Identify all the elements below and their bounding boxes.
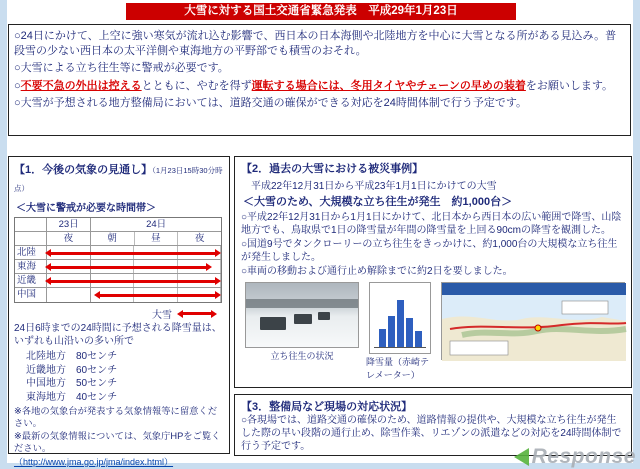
vehicle-shape — [318, 312, 330, 320]
bullet-marker: ○ — [14, 97, 21, 110]
chart-bar — [388, 316, 395, 347]
weather-note-1: ※各地の気象台が発表する気象情報等に留意ください。 — [14, 406, 218, 428]
chart-region-row — [15, 246, 221, 260]
summary-bullet-1 — [14, 29, 625, 58]
photo-treeline — [246, 299, 358, 308]
snowfall-amount-list — [14, 350, 224, 404]
box2-bullet-2 — [241, 238, 625, 264]
chart-region-row — [15, 260, 221, 274]
chart-bar — [379, 329, 386, 347]
chart-bar — [406, 318, 413, 347]
box2-title: 【2．過去の大雪における被災事例】 — [241, 163, 424, 175]
chart-caption: 降雪量（赤崎テレメーター） — [366, 357, 430, 380]
response-logo — [514, 445, 636, 469]
legend-label: 大雪 — [152, 310, 172, 321]
time-header: 夜 — [194, 233, 205, 244]
chart-legend — [14, 306, 212, 319]
vehicle-shape — [260, 317, 286, 330]
warning-arrow — [50, 252, 215, 255]
summary-text-4: をお願いします。 — [525, 79, 614, 92]
summary-bullet-2 — [14, 61, 625, 76]
bullet-marker: ○ — [241, 266, 248, 277]
chart-time-header-row — [15, 232, 221, 246]
snowfall-amount: 中国地方 50センチ — [26, 378, 118, 389]
stranded-photo-figure — [245, 282, 359, 362]
response-logo-text: Response — [531, 445, 636, 468]
bullet-marker: ○ — [14, 62, 21, 75]
chart-region-row — [15, 274, 221, 288]
summary-text-1: 24日にかけて、上空に強い寒気が流れ込む影響で、西日本の日本海側や北陸地方を中心に大雪となる所がある見込み。普段雪の少ない西日本の太平洋側や東海地方の平野部でも積雪のおそれ。 — [14, 30, 617, 57]
warning-arrow — [99, 294, 216, 297]
map-graphic — [442, 283, 626, 361]
chart-region-row — [15, 288, 221, 302]
summary-text-3: とともに、やむを得ず — [141, 79, 252, 92]
route-map-image — [441, 282, 625, 360]
box2-bullet-1 — [241, 211, 625, 237]
chart-bar — [397, 300, 404, 347]
day-header-23: 23日 — [47, 218, 91, 231]
jma-link[interactable]: （http://www.jma.go.jp/jma/index.html） — [14, 457, 174, 467]
chart-corner — [15, 218, 47, 231]
vehicle-shape — [294, 314, 312, 324]
snowfall-intro: 24日6時までの24時間に予想される降雪量は、いずれも山沿いの多い所で — [14, 323, 222, 347]
snowfall-amount: 北陸地方 80センチ — [26, 351, 118, 362]
slide — [7, 0, 633, 467]
day-header-24: 24日 — [146, 219, 167, 230]
box1-title: 【1．今後の気象の見通し】 — [14, 164, 153, 176]
box1-title-row — [14, 160, 224, 196]
snowfall-amount: 近畿地方 60センチ — [26, 364, 118, 376]
warning-time-chart — [14, 217, 222, 303]
chart-day-header-row — [15, 218, 221, 232]
snowfall-amount: 東海地方 40センチ — [26, 391, 118, 403]
time-header: 昼 — [135, 232, 179, 245]
warning-arrow — [50, 280, 215, 283]
route-map-figure — [441, 282, 625, 360]
summary-bullet-4 — [14, 96, 625, 111]
response-logo-swoosh-icon — [514, 448, 529, 466]
box2-highlight: ＜大雪のため、大規模な立ち往生が発生 約1,000台＞ — [243, 196, 513, 208]
bullet-marker: ○ — [241, 212, 248, 223]
summary-box — [8, 24, 631, 136]
warning-arrow — [50, 266, 207, 269]
time-header: 夜 — [47, 232, 91, 245]
chart-bar — [415, 331, 422, 347]
box2-text-1: 平成22年12月31日から1月1日にかけて、北日本から西日本の広い範囲で降雪、山陰地方でも、鳥取県で1日の降雪量が年間の降雪量を上回る90cmの降雪を観測した。 — [241, 212, 622, 236]
bullet-marker: ○ — [14, 79, 21, 92]
bullet-marker: ○ — [14, 30, 21, 42]
chart-corner — [15, 232, 47, 245]
summary-bullet-3 — [14, 79, 625, 94]
box2-bullet-3 — [241, 265, 625, 278]
box2-text-2: 国道9号でタンクローリーの立ち往生をきっかけに、約1,000台の大規模な立ち往生が発生しました。 — [241, 239, 618, 263]
snowfall-bar-chart — [369, 282, 431, 354]
weather-note-2: ※最新の気象情報については、気象庁HPをご覧ください。 — [14, 431, 221, 453]
box2-subtitle: 平成22年12月31日から平成23年1月1日にかけての大雪 — [251, 181, 497, 192]
header-banner — [126, 3, 516, 20]
weather-outlook-box — [8, 156, 230, 467]
summary-text-5: 大雪が予想される地方整備局においては、道路交通の確保ができる対応を24時間体制で行う予定です。 — [20, 97, 528, 110]
summary-warning-2: 運転する場合には、冬用タイヤやチェーンの早めの装着 — [251, 79, 526, 92]
photo-caption: 立ち往生の状況 — [270, 351, 334, 361]
page-title: 大雪に対する国土交通省緊急発表 平成29年1月23日 — [184, 5, 458, 17]
chart-axis — [374, 347, 426, 348]
stranded-vehicles-photo — [245, 282, 359, 348]
region-label: 東海 — [15, 260, 47, 273]
summary-text-2: 大雪による立ち往生等に警戒が必要です。 — [20, 62, 229, 75]
region-label: 中国 — [15, 288, 47, 302]
summary-warning-1: 不要不急の外出は控える — [20, 79, 142, 92]
time-header: 朝 — [91, 232, 135, 245]
box2-text-3: 車両の移動および通行止め解除までに約2日を要しました。 — [247, 266, 513, 277]
box1-subtitle: ＜大雪に警戒が必要な時間帯＞ — [16, 203, 156, 214]
region-label: 北陸 — [15, 246, 47, 259]
box1-title-note: （1月23日15時30分時点） — [14, 166, 223, 193]
legend-arrow-icon — [182, 312, 212, 315]
box3-title: 【3．整備局など現場の対応状況】 — [241, 401, 413, 413]
bullet-marker: ○ — [241, 239, 248, 250]
box3-text-1: 各現場では、道路交通の確保のため、道路情報の提供や、大規模な立ち往生が発生した際の早い段階の通行止め、除雪作業、リエゾンの派遣などの対応を24時間体制で行う予定です。 — [241, 415, 622, 452]
past-disaster-box — [234, 156, 632, 388]
snowfall-chart-figure — [366, 282, 434, 381]
region-label: 近畿 — [15, 274, 47, 287]
media-row — [245, 282, 625, 381]
bullet-marker: ○ — [241, 415, 248, 426]
